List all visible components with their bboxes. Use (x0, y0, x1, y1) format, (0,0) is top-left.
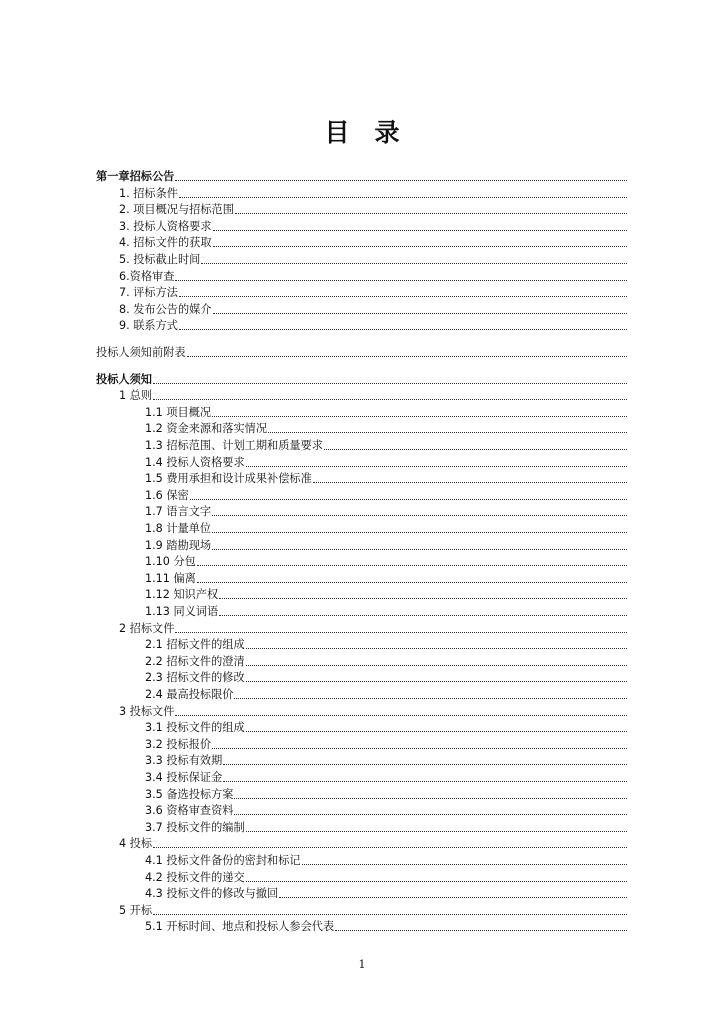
dot-leader (268, 432, 627, 433)
dot-leader (219, 615, 627, 616)
toc-entry-label: 投标人须知 (96, 372, 152, 386)
toc-entry[interactable] (145, 487, 627, 503)
dot-leader (234, 698, 627, 699)
toc-entry[interactable] (145, 786, 627, 802)
dot-leader (213, 313, 627, 314)
toc-entry[interactable] (145, 470, 627, 486)
toc-entry-label: 3.7 投标文件的编制 (145, 820, 245, 834)
toc-entry[interactable] (119, 218, 627, 234)
toc-entry[interactable] (119, 268, 627, 284)
toc-entry[interactable] (96, 371, 627, 387)
dot-leader (213, 230, 627, 231)
dot-leader (246, 731, 627, 732)
dot-leader (187, 356, 627, 357)
dot-leader (234, 798, 627, 799)
toc-entry-label: 1.8 计量单位 (145, 522, 212, 535)
dot-leader (234, 814, 627, 815)
toc-entry-label: 5 开标 (119, 903, 153, 917)
dot-leader (246, 881, 627, 882)
toc-entry[interactable] (145, 869, 627, 885)
toc-entry[interactable] (119, 387, 627, 403)
toc-entry-label: 投标人须知前附表 (96, 346, 186, 359)
toc-entry-label: 2.1 招标文件的组成 (145, 638, 245, 652)
toc-entry-label: 2.2 招标文件的澄清 (145, 654, 245, 668)
dot-leader (246, 665, 627, 666)
dot-leader (197, 582, 627, 583)
toc-entry-label: 7. 评标方法 (119, 286, 178, 300)
toc-entry-label: 9. 联系方式 (119, 319, 178, 333)
toc-entry[interactable] (119, 234, 627, 250)
toc-entry[interactable] (119, 251, 627, 267)
dot-leader (197, 565, 627, 566)
dot-leader (175, 715, 627, 716)
toc-entry-label: 5.1 开标时间、地点和投标人参会代表 (145, 920, 335, 934)
toc-entry[interactable] (145, 736, 627, 752)
toc-entry[interactable] (145, 503, 627, 519)
dot-leader (201, 263, 627, 264)
toc-entry[interactable] (145, 769, 627, 785)
toc-entry[interactable] (119, 703, 627, 719)
dot-leader (246, 648, 627, 649)
page-number: 1 (358, 958, 366, 971)
toc-entry[interactable] (145, 586, 627, 602)
toc-entry-label: 1.7 语言文字 (145, 505, 212, 519)
dot-leader (246, 681, 627, 682)
toc-entry[interactable] (119, 835, 627, 851)
dot-leader (212, 748, 627, 749)
dot-leader (235, 213, 627, 214)
toc-entry-label: 1.11 偏离 (145, 571, 196, 585)
toc-entry-label: 1. 招标条件 (119, 186, 178, 200)
toc-entry[interactable] (145, 520, 627, 536)
dot-leader (246, 831, 627, 832)
toc-entry-label: 2. 项目概况与招标范围 (119, 203, 234, 217)
dot-leader (335, 930, 627, 931)
toc-entry-label: 1.10 分包 (145, 555, 196, 569)
toc-entry-label: 1.6 保密 (145, 488, 189, 502)
dot-leader (175, 180, 627, 181)
toc-entry[interactable] (119, 201, 627, 217)
dot-leader (279, 897, 627, 898)
dot-leader (153, 399, 627, 400)
toc-entry-label: 3. 投标人资格要求 (119, 219, 212, 233)
toc-entry[interactable] (119, 620, 627, 636)
dot-leader (179, 197, 627, 198)
toc-entry-label: 5. 投标截止时间 (119, 253, 201, 266)
toc-entry[interactable] (119, 284, 627, 300)
dot-leader (212, 532, 627, 533)
toc-entry[interactable] (145, 404, 627, 420)
toc-entry[interactable] (145, 819, 627, 835)
toc-entry-label: 1.13 同义词语 (145, 605, 219, 618)
toc-entry[interactable] (145, 454, 627, 470)
dot-leader (153, 383, 627, 384)
toc-entry-label: 4.3 投标文件的修改与撤回 (145, 887, 279, 901)
toc-entry[interactable] (119, 301, 627, 317)
toc-entry-label: 3.2 投标报价 (145, 737, 212, 751)
page-title: 目 录 (324, 118, 400, 147)
toc-entry-label: 3.5 备选投标方案 (145, 787, 234, 801)
toc-entry[interactable] (145, 802, 627, 818)
toc-entry-label: 3.6 资格审查资料 (145, 804, 234, 818)
toc-entry-label: 3.1 投标文件的组成 (145, 721, 245, 735)
toc-entry-label: 1 总则 (119, 389, 153, 403)
dot-leader (213, 246, 627, 247)
toc-entry-label: 1.3 招标范围、计划工期和质量要求 (145, 439, 323, 452)
dot-leader (175, 632, 627, 633)
toc-entry-label: 1.5 费用承担和设计成果补偿标准 (145, 472, 312, 486)
toc-entry-label: 1.2 资金来源和落实情况 (145, 422, 268, 436)
toc-entry-label: 3.3 投标有效期 (145, 754, 223, 768)
dot-leader (153, 914, 627, 915)
dot-leader (324, 449, 627, 450)
toc-entry-label: 2.4 最高投标限价 (145, 688, 234, 701)
toc-entry-label: 1.12 知识产权 (145, 588, 219, 602)
toc-entry[interactable] (119, 185, 627, 201)
toc-entry[interactable] (145, 669, 627, 685)
toc-entry[interactable] (145, 852, 627, 868)
dot-leader (212, 416, 627, 417)
dot-leader (246, 466, 627, 467)
dot-leader (153, 847, 627, 848)
toc-entry[interactable] (145, 885, 627, 901)
toc-entry[interactable] (145, 918, 627, 934)
dot-leader (302, 864, 627, 865)
dot-leader (212, 515, 627, 516)
toc-entry[interactable] (145, 603, 627, 619)
dot-leader (223, 781, 627, 782)
toc-entry-label: 1.4 投标人资格要求 (145, 455, 245, 469)
dot-leader (212, 549, 627, 550)
toc-entry[interactable] (96, 168, 627, 184)
toc-entry[interactable] (145, 686, 627, 702)
toc-entry-label: 6.资格审查 (119, 269, 175, 283)
toc-entry-label: 4.1 投标文件备份的密封和标记 (145, 854, 301, 867)
toc-entry[interactable] (119, 902, 627, 918)
toc-entry[interactable] (145, 553, 627, 569)
dot-leader (175, 280, 627, 281)
toc-entry[interactable] (145, 719, 627, 735)
toc-entry-label: 8. 发布公告的媒介 (119, 302, 212, 316)
toc-entry[interactable] (145, 537, 627, 553)
toc-entry-label: 2.3 招标文件的修改 (145, 671, 245, 685)
toc-entry[interactable] (145, 570, 627, 586)
toc-entry[interactable] (145, 420, 627, 436)
toc-entry-label: 1.9 踏勘现场 (145, 538, 212, 552)
dot-leader (179, 296, 627, 297)
dot-leader (179, 329, 627, 330)
toc-entry-label: 2 招标文件 (119, 621, 175, 635)
toc-entry-label: 3.4 投标保证金 (145, 771, 223, 784)
dot-leader (219, 598, 627, 599)
toc-entry-label: 3 投标文件 (119, 704, 175, 718)
toc-entry[interactable] (145, 636, 627, 652)
toc-entry-label: 4.2 投标文件的递交 (145, 870, 245, 884)
toc-entry[interactable] (119, 317, 627, 333)
toc-entry[interactable] (96, 344, 627, 360)
toc-entry[interactable] (145, 653, 627, 669)
dot-leader (313, 482, 627, 483)
toc-entry-label: 第一章招标公告 (96, 170, 175, 183)
dot-leader (223, 764, 627, 765)
toc-entry[interactable] (145, 437, 627, 453)
toc-entry-label: 4 投标 (119, 837, 153, 851)
dot-leader (190, 499, 627, 500)
toc-entry-label: 1.1 项目概况 (145, 405, 212, 419)
toc-entry[interactable] (145, 752, 627, 768)
toc-entry-label: 4. 招标文件的获取 (119, 236, 212, 250)
